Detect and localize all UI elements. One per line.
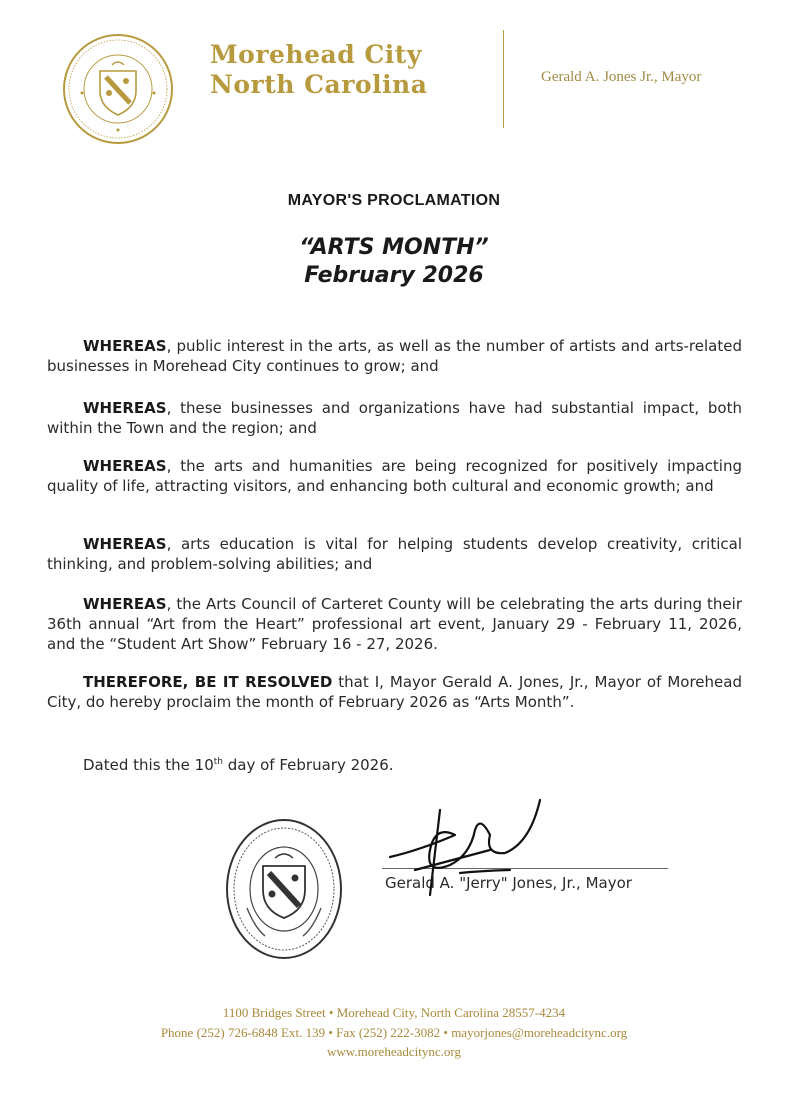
city-seal-logo	[62, 33, 174, 145]
signatory-name: Gerald A. "Jerry" Jones, Jr., Mayor	[385, 874, 632, 892]
dated-ordinal: th	[213, 757, 223, 767]
city-name-line1: Morehead City	[210, 40, 422, 69]
whereas-paragraph-5	[47, 594, 742, 654]
paragraph-lead: WHEREAS	[83, 337, 167, 355]
city-name-line2: North Carolina	[210, 70, 428, 99]
paragraph-text: that I, Mayor Gerald A. Jones, Jr., Mayor of Morehead City, do hereby proclaim the month of February 2026 as “Arts Month”.	[47, 673, 742, 711]
paragraph-text: , the arts and humanities are being recognized for positively impacting quality of life, attracting visitors, and enhancing both cultural and economic growth; and	[47, 457, 742, 495]
subtitle-line2: February 2026	[304, 263, 484, 288]
handwritten-signature	[380, 795, 550, 905]
paragraph-text: , public interest in the arts, as well as the number of artists and arts-related businesses in Morehead City continues to grow; and	[47, 337, 742, 375]
paragraph-text: , arts education is vital for helping students develop creativity, critical thinking, and problem-solving abilities; and	[47, 535, 742, 573]
dated-line	[83, 756, 394, 774]
paragraph-text: , the Arts Council of Carteret County will be celebrating the arts during their 36th annual “Art from the Heart” professional art event, January 29 - February 11, 2026, and the “Student Art Show” February 16 - 27, 2026.	[47, 595, 742, 653]
proclamation-title: MAYOR'S PROCLAMATION	[287, 192, 501, 209]
resolved-paragraph	[47, 672, 742, 712]
paragraph-lead: WHEREAS	[83, 399, 167, 417]
footer-contact: Phone (252) 726-6848 Ext. 139 • Fax (252) 222-3082 • mayorjones@moreheadcitync.org	[160, 1025, 628, 1040]
paragraph-lead: THEREFORE, BE IT RESOLVED	[83, 673, 333, 691]
proclamation-subtitle	[0, 234, 788, 290]
whereas-paragraph-3	[47, 456, 742, 496]
dated-prefix: Dated this the 10	[83, 756, 214, 774]
subtitle-line1: “ARTS MONTH”	[299, 235, 489, 260]
paragraph-lead: WHEREAS	[83, 535, 167, 553]
paragraph-lead: WHEREAS	[83, 457, 167, 475]
mayor-header-name: Gerald A. Jones Jr., Mayor	[541, 69, 702, 85]
footer-address: 1100 Bridges Street • Morehead City, North Carolina 28557-4234	[222, 1005, 566, 1020]
header-divider	[503, 30, 504, 128]
whereas-paragraph-1	[47, 336, 742, 376]
city-name-heading	[210, 40, 427, 100]
embossed-city-seal	[225, 818, 343, 960]
dated-suffix: day of February 2026.	[223, 756, 394, 774]
paragraph-text: , these businesses and organizations have had substantial impact, both within the Town and the region; and	[47, 399, 742, 437]
whereas-paragraph-4	[47, 534, 742, 574]
footer-website: www.moreheadcitync.org	[327, 1044, 461, 1059]
paragraph-lead: WHEREAS	[83, 595, 167, 613]
whereas-paragraph-2	[47, 398, 742, 438]
